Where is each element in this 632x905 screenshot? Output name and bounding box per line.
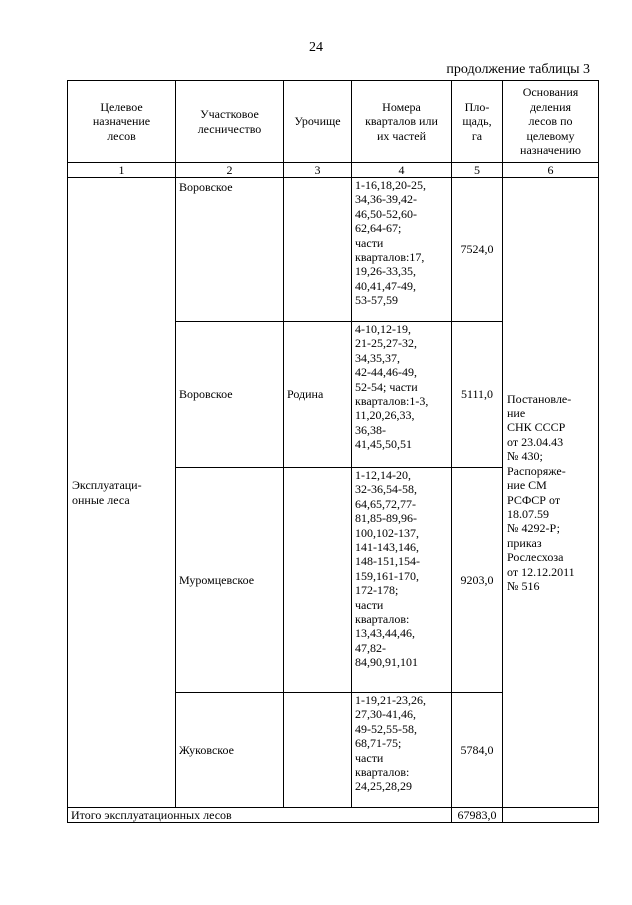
area-cell: 9203,0 bbox=[452, 468, 503, 693]
quarters-cell: 4-10,12-19, 21-25,27-32, 34,35,37, 42-44,46-49, 52-54; части кварталов:1-3, 11,20,26,33, 36,38- 41,45,50,51 bbox=[352, 322, 452, 468]
tract-cell bbox=[284, 178, 352, 322]
column-number-row bbox=[68, 163, 599, 178]
header-basis: Основания деления лесов по целевому назначению bbox=[503, 81, 599, 163]
forestry-cell: Муромцевское bbox=[176, 468, 284, 693]
total-row bbox=[68, 808, 599, 823]
forest-purpose-table bbox=[67, 80, 599, 823]
table-row bbox=[68, 178, 599, 322]
area-cell: 5111,0 bbox=[452, 322, 503, 468]
column-number: 4 bbox=[352, 163, 452, 178]
forestry-cell: Воровское bbox=[176, 178, 284, 322]
quarters-cell: 1-12,14-20, 32-36,54-58, 64,65,72,77- 81,85-89,96- 100,102-137, 141-143,146, 148-151,154- 159,161-170, 172-178; части кварталов: 13,43,44,46, 47,82- 84,90,91,101 bbox=[352, 468, 452, 693]
header-quarters: Номера кварталов или их частей bbox=[352, 81, 452, 163]
tract-cell bbox=[284, 693, 352, 808]
tract-cell: Родина bbox=[284, 322, 352, 468]
total-area: 67983,0 bbox=[452, 808, 503, 823]
column-number: 6 bbox=[503, 163, 599, 178]
area-cell: 5784,0 bbox=[452, 693, 503, 808]
forestry-cell: Воровское bbox=[176, 322, 284, 468]
basis-cell: Постановле- ние СНК СССР от 23.04.43 № 430; Распоряже- ние СМ РСФСР от 18.07.59 № 4292-Р; приказ Рослесхоза от 12.12.2011 № 516 bbox=[503, 178, 599, 808]
column-number: 5 bbox=[452, 163, 503, 178]
header-forestry: Участковое лесничество bbox=[176, 81, 284, 163]
quarters-cell: 1-19,21-23,26, 27,30-41,46, 49-52,55-58, 68,71-75; части кварталов: 24,25,28,29 bbox=[352, 693, 452, 808]
tract-cell bbox=[284, 468, 352, 693]
area-cell: 7524,0 bbox=[452, 178, 503, 322]
page-number: 24 bbox=[309, 40, 323, 55]
quarters-cell: 1-16,18,20-25, 34,36-39,42- 46,50-52,60- 62,64-67; части кварталов:17, 19,26-33,35, 40,41,47-49, 53-57,59 bbox=[352, 178, 452, 322]
purpose-cell: Эксплуатаци- онные леса bbox=[68, 178, 176, 808]
header-tract: Урочище bbox=[284, 81, 352, 163]
total-basis-cell bbox=[503, 808, 599, 823]
column-number: 2 bbox=[176, 163, 284, 178]
forestry-cell: Жуковское bbox=[176, 693, 284, 808]
total-label: Итого эксплуатационных лесов bbox=[68, 808, 452, 823]
header-area: Пло- щадь, га bbox=[452, 81, 503, 163]
table-header-row bbox=[68, 81, 599, 163]
column-number: 1 bbox=[68, 163, 176, 178]
header-purpose: Целевое назначение лесов bbox=[68, 81, 176, 163]
column-number: 3 bbox=[284, 163, 352, 178]
table-continuation-label: продолжение таблицы 3 bbox=[446, 62, 590, 77]
